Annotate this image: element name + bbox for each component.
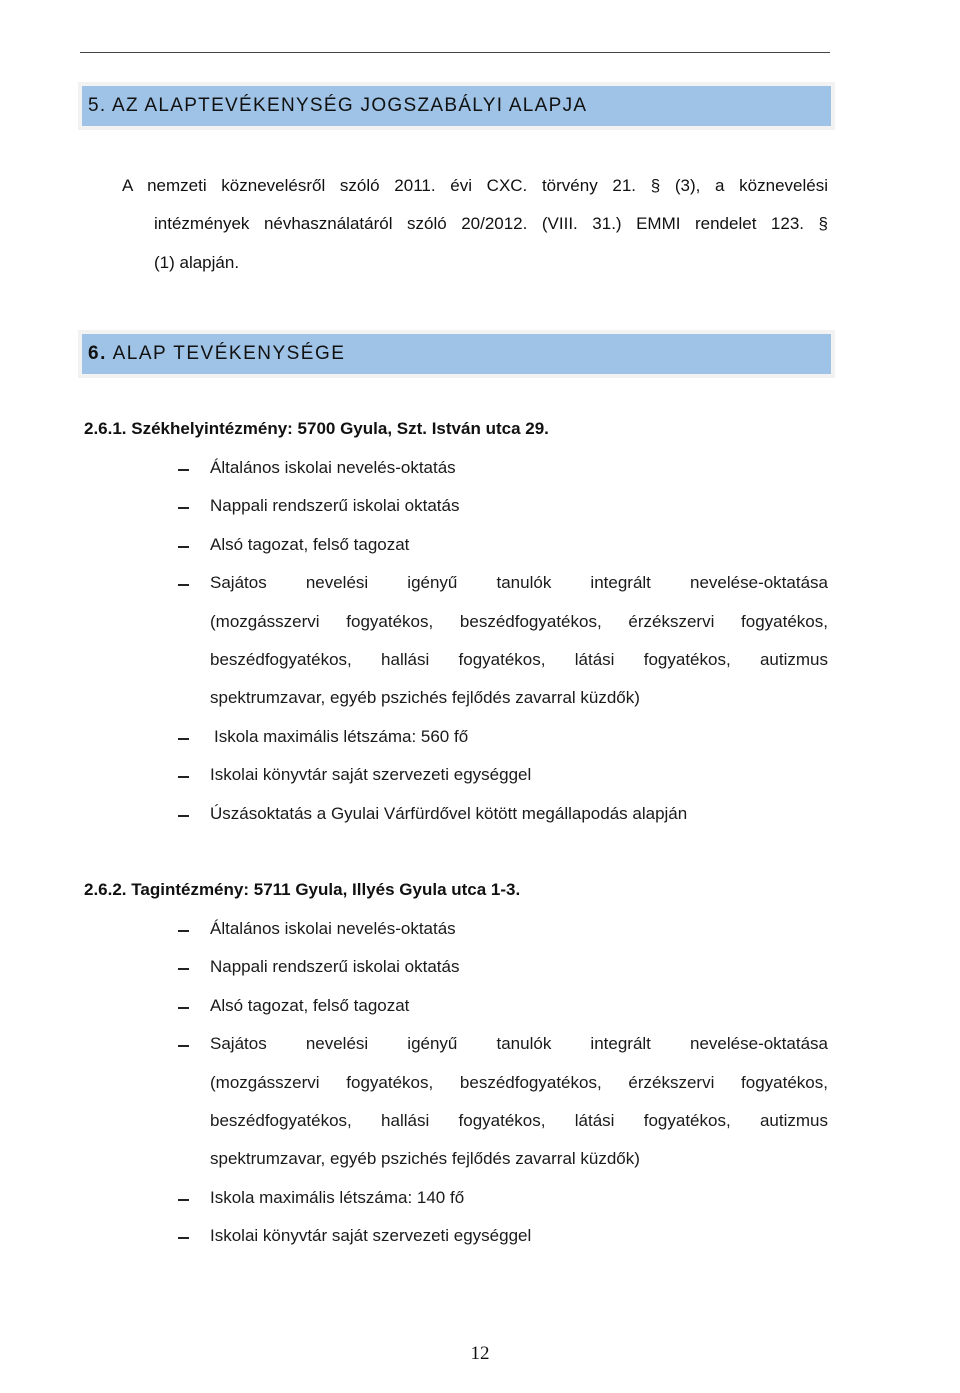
list-item-text: Sajátos nevelési igényű tanulók integrált nevelése-oktatása <box>210 573 828 592</box>
section-6-title <box>82 334 831 374</box>
page-number: 12 <box>470 1343 490 1364</box>
list-item-text: Általános iskolai nevelés-oktatás <box>210 919 456 938</box>
list-item-text: Általános iskolai nevelés-oktatás <box>210 458 456 477</box>
dash-bullet <box>178 507 189 509</box>
intro-line-3: (1) alapján. <box>154 253 240 272</box>
list-item-text: Iskolai könyvtár saját szervezeti egységgel <box>210 1226 532 1245</box>
list-item-text: (mozgásszervi fogyatékos, beszédfogyatékos, érzékszervi fogyatékos, <box>210 1073 828 1092</box>
section-5-title: 5. AZ ALAPTEVÉKENYSÉG JOGSZABÁLYI ALAPJA <box>82 86 831 126</box>
list-item-text: Iskolai könyvtár saját szervezeti egységgel <box>210 765 532 784</box>
dash-bullet <box>178 1045 189 1047</box>
list-item-text: Úszásoktatás a Gyulai Várfürdővel kötött megállapodás alapján <box>210 804 688 823</box>
list-item-text: Sajátos nevelési igényű tanulók integrált nevelése-oktatása <box>210 1034 828 1053</box>
list-item-text: (mozgásszervi fogyatékos, beszédfogyatékos, érzékszervi fogyatékos, <box>210 612 828 631</box>
dash-bullet <box>178 815 189 817</box>
section-6-title-text: ALAP TEVÉKENYSÉGE <box>112 343 346 364</box>
dash-bullet <box>178 968 189 970</box>
dash-bullet <box>178 1007 189 1009</box>
dash-bullet <box>178 776 189 778</box>
intro-line-2: intézmények névhasználatáról szóló 20/2012. (VIII. 31.) EMMI rendelet 123. § <box>154 214 828 233</box>
dash-bullet <box>178 738 189 740</box>
dash-bullet <box>178 469 189 471</box>
dash-bullet <box>178 930 189 932</box>
section-5-heading <box>78 82 835 130</box>
dash-bullet <box>178 584 189 586</box>
section-6-heading <box>78 330 835 378</box>
dash-bullet <box>178 1199 189 1201</box>
list-item-text: beszédfogyatékos, hallási fogyatékos, látási fogyatékos, autizmus <box>210 650 828 669</box>
list-item-text: Alsó tagozat, felső tagozat <box>210 996 410 1015</box>
list-item-text: Nappali rendszerű iskolai oktatás <box>210 496 460 515</box>
site-2-heading: 2.6.2. Tagintézmény: 5711 Gyula, Illyés Gyula utca 1-3. <box>84 880 521 899</box>
intro-line-1: A nemzeti köznevelésről szóló 2011. évi CXC. törvény 21. § (3), a köznevelési <box>122 176 828 195</box>
header-rule <box>80 52 830 53</box>
list-item-text: Alsó tagozat, felső tagozat <box>210 535 410 554</box>
list-item-text: Iskola maximális létszáma: 140 fő <box>210 1188 465 1207</box>
section-6-number: 6. <box>88 343 107 364</box>
dash-bullet <box>178 546 189 548</box>
list-item-text: spektrumzavar, egyéb pszichés fejlődés zavarral küzdők) <box>210 1149 640 1168</box>
dash-bullet <box>178 1237 189 1239</box>
site-1-heading: 2.6.1. Székhelyintézmény: 5700 Gyula, Szt. István utca 29. <box>84 419 549 438</box>
list-item-text: spektrumzavar, egyéb pszichés fejlődés zavarral küzdők) <box>210 688 640 707</box>
list-item-text: Iskola maximális létszáma: 560 fő <box>214 727 469 746</box>
list-item-text: Nappali rendszerű iskolai oktatás <box>210 957 460 976</box>
list-item-text: beszédfogyatékos, hallási fogyatékos, látási fogyatékos, autizmus <box>210 1111 828 1130</box>
